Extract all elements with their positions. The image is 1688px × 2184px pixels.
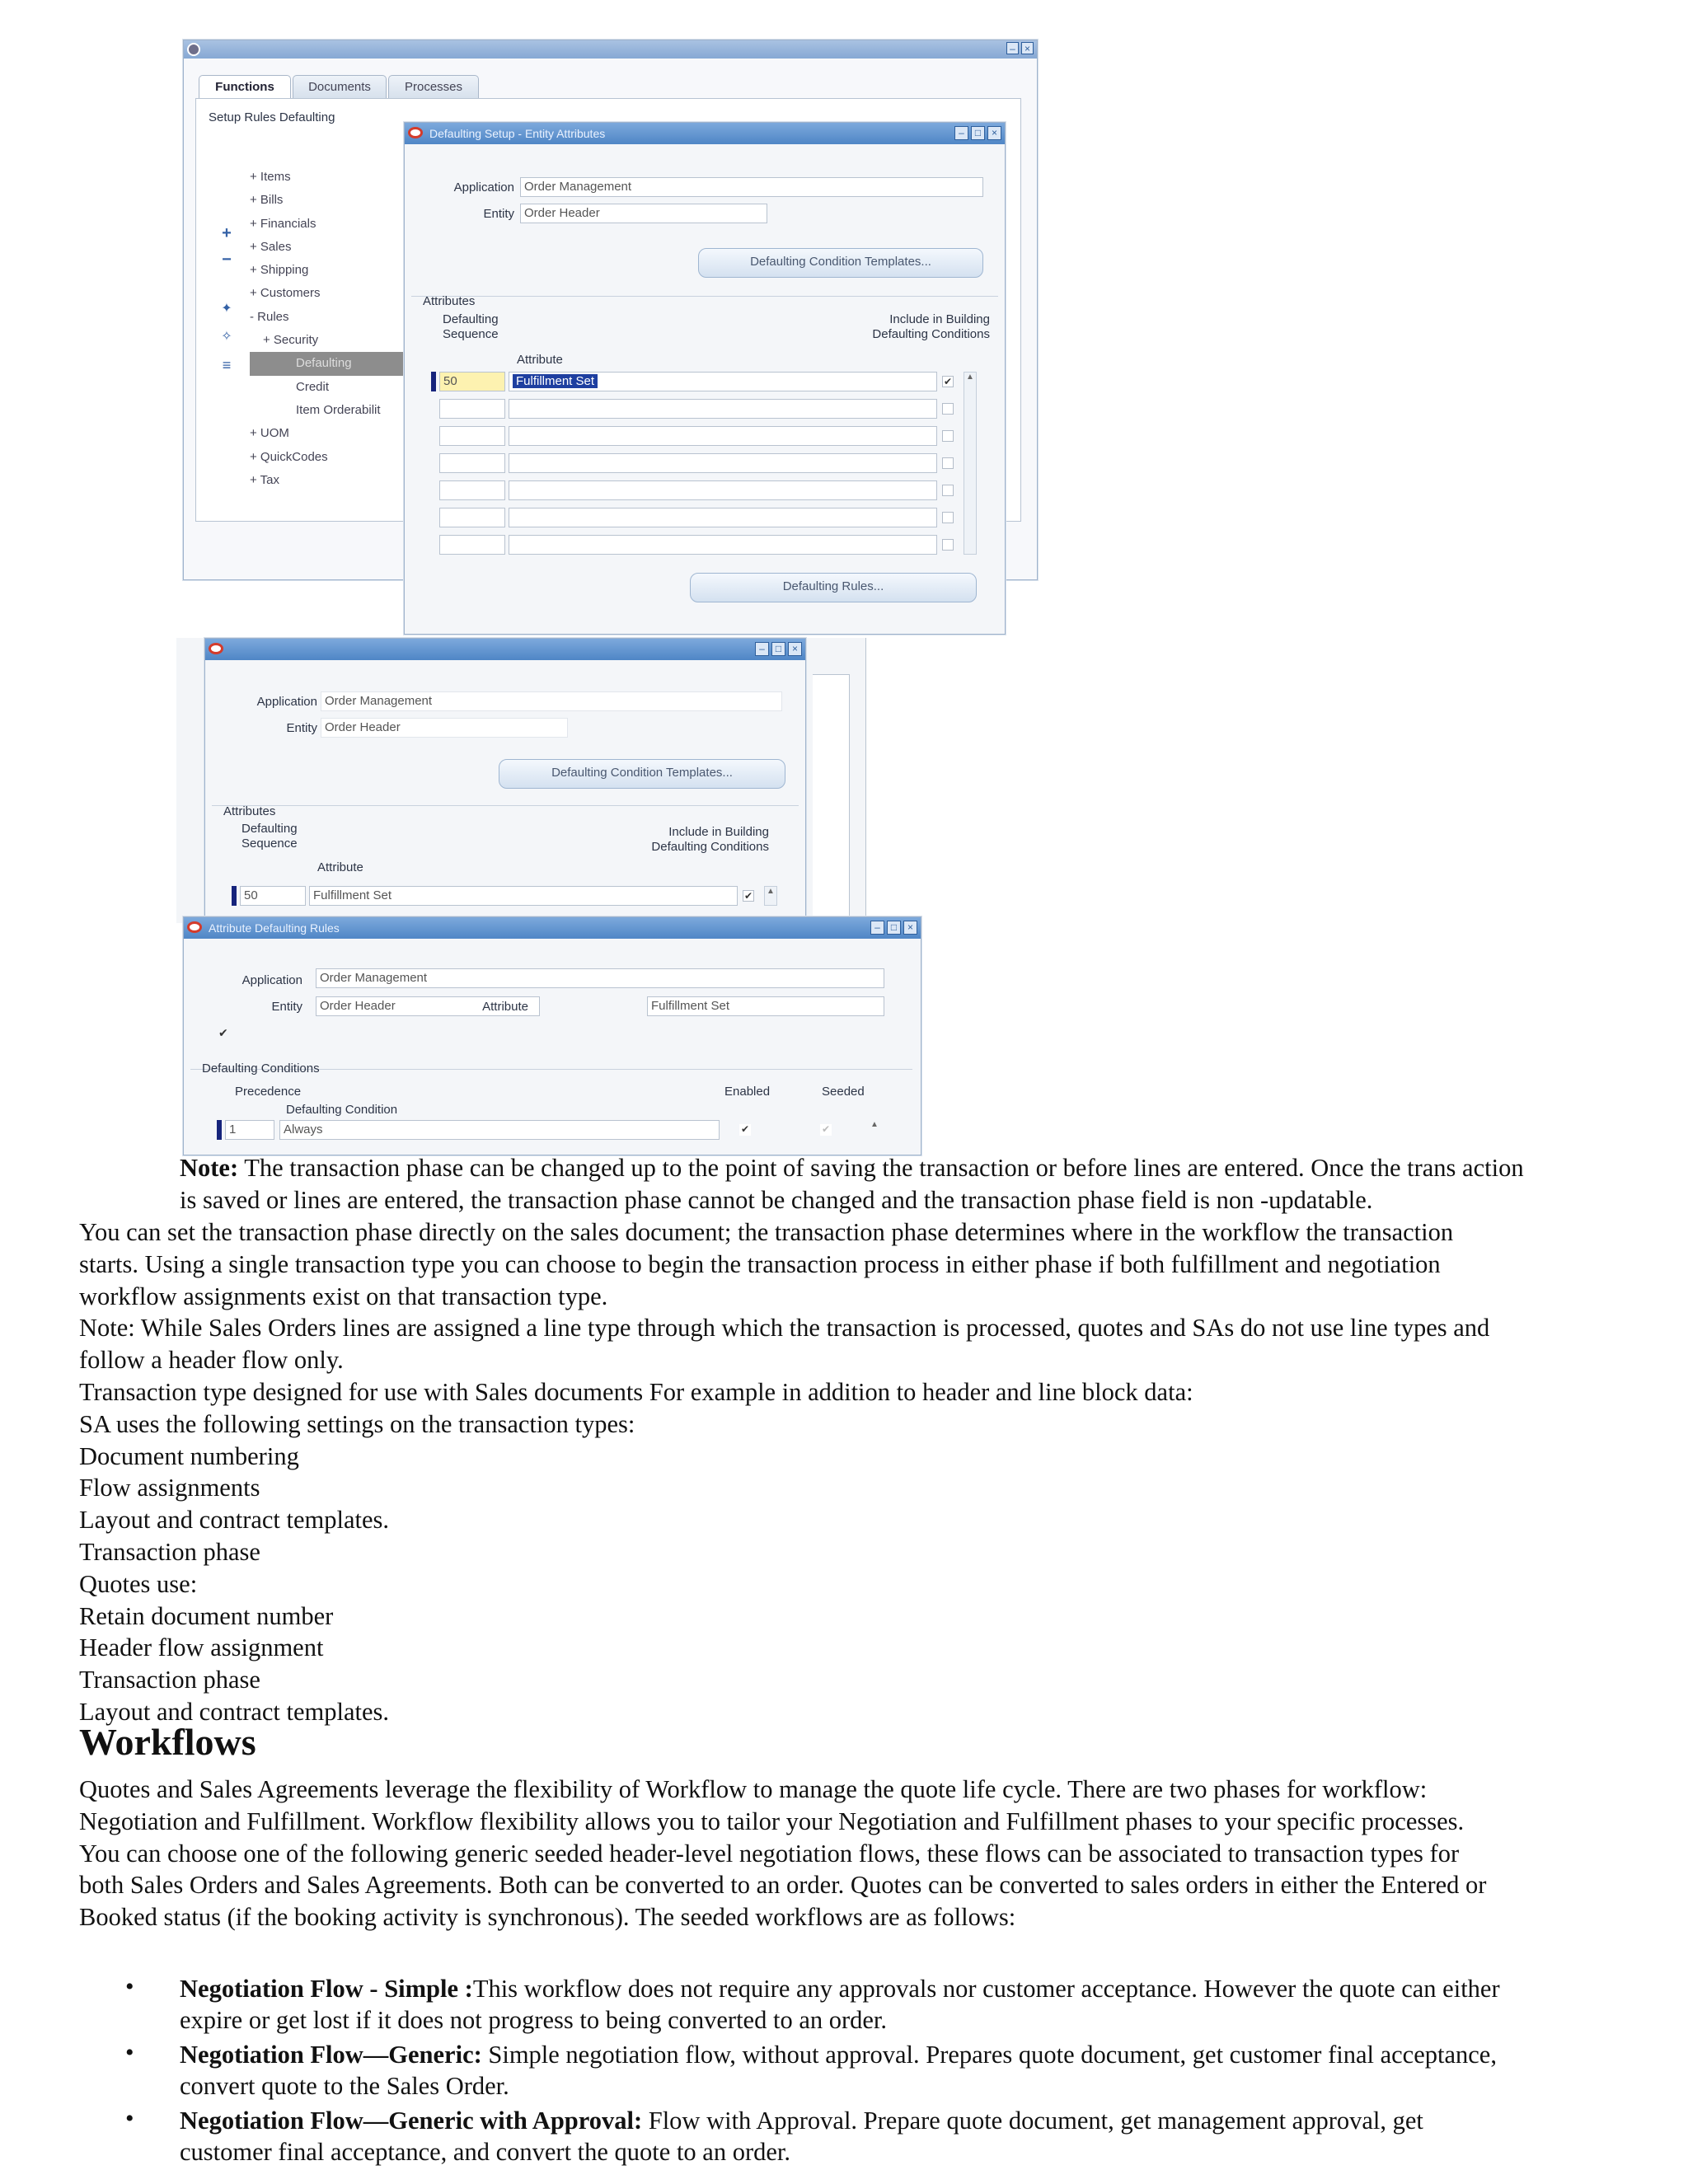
tree-item[interactable]: + Shipping [250,263,309,278]
body-line: Layout and contract templates. [79,1698,390,1726]
precedence-field[interactable]: 1 [225,1120,274,1140]
tree-item[interactable]: + Sales [250,239,292,254]
include-checkbox[interactable]: ✔ [743,890,753,902]
col-defaulting-sequence: Defaulting Sequence [241,822,298,851]
col-precedence: Precedence [235,1085,302,1099]
defaulting-conditions-label: Defaulting Conditions [202,1062,320,1076]
attribute-field[interactable]: Fulfillment Set [309,886,738,906]
body-line: You can set the transaction phase directly on the sales document; the transaction phase determines where in the workflow the transaction [79,1218,1454,1246]
defaulting-condition-templates-button[interactable]: Defaulting Condition Templates... [499,759,785,789]
tree-item[interactable]: + QuickCodes [250,449,328,464]
current-row-indicator [232,886,237,906]
entity-field[interactable]: Order Header [321,718,568,738]
enabled-checkbox[interactable]: ✔ [740,1123,750,1135]
application-field[interactable]: Order Management [520,177,983,197]
scroll-up-icon[interactable]: ▲ [870,1120,879,1129]
body-line: workflow assignments exist on that transaction type. [79,1282,608,1310]
sequence-field[interactable]: 50 [439,372,505,391]
workflows-line: Negotiation and Fulfillment. Workflow flexibility allows you to tailor your Negotiation and Fulfillment phases to your specific processes. [79,1807,1465,1835]
dialog-title: Defaulting Setup - Entity Attributes [429,127,606,140]
bullet-title: Negotiation Flow—Generic: [180,2041,482,2069]
attribute-field[interactable]: Fulfillment Set [509,372,937,391]
col-attribute: Attribute [517,353,563,367]
navigator-titlebar[interactable] [184,40,1037,59]
body-line: Note: While Sales Orders lines are assigned a line type through which the transaction is processed, quotes and SAs do not use line types and [79,1314,1490,1343]
record-checkmark-icon: ✔ [218,1026,228,1039]
divider [411,296,998,297]
dialog-titlebar[interactable] [405,123,1005,144]
body-line: Retain document number [79,1601,334,1630]
col-attribute: Attribute [317,860,363,874]
rules-dialog-titlebar[interactable] [184,917,921,939]
attribute-field[interactable] [509,535,937,555]
attribute-field[interactable] [509,426,937,446]
sequence-field[interactable] [439,426,505,446]
bullet-text: Flow with Approval. Prepare quote document, get management approval, get [642,2107,1423,2135]
function-tree [250,166,423,492]
minimize-icon[interactable]: – [870,921,884,935]
note-line-1 [180,1152,1524,1184]
application-label: Application [256,695,317,709]
expand-branch-icon[interactable]: ✦ [221,302,232,316]
collapse-icon[interactable]: − [222,251,232,269]
application-field[interactable]: Order Management [316,968,884,988]
minimize-icon[interactable]: – [1006,42,1019,54]
tree-item[interactable]: + Financials [250,216,316,231]
bullet-icon: • [125,1973,134,2000]
attributes-label: Attributes [223,804,276,818]
sequence-field[interactable]: 50 [240,886,306,906]
body-line: Header flow assignment [79,1633,324,1662]
attribute-field[interactable] [509,480,937,500]
include-checkbox[interactable] [942,403,954,415]
bullet-text: Simple negotiation flow, without approval. Prepares quote document, get customer final acceptance, [481,2041,1497,2069]
bullet-icon: • [125,2105,134,2132]
oracle-logo-icon [408,127,423,138]
close-icon[interactable]: × [903,921,917,935]
bullet-icon: • [125,2039,134,2066]
tree-item[interactable]: Item Orderabilit [296,402,381,417]
navigator-tabs [199,75,545,98]
defaulting-condition-field[interactable]: Always [279,1120,720,1140]
workflows-line: Booked status (if the booking activity is synchronous). The seeded workflows are as follows: [79,1903,1016,1932]
entity-field[interactable]: Order Header [520,204,767,223]
defaulting-rules-button[interactable]: Defaulting Rules... [690,573,977,602]
col-include-building: Include in Building Defaulting Conditions [872,312,990,341]
application-field[interactable]: Order Management [321,691,782,711]
application-label: Application [453,180,514,194]
scroll-up-icon[interactable]: ▲ [764,886,777,906]
bullet-item [180,2105,1423,2137]
collapse-all-icon[interactable]: ≡ [222,357,232,373]
workflows-line: Quotes and Sales Agreements leverage the flexibility of Workflow to manage the quote life cycle. There are two phases for workflow: [79,1775,1428,1803]
attribute-defaulting-rules-dialog [183,916,921,1155]
seeded-checkbox[interactable]: ✔ [821,1123,831,1135]
sequence-field[interactable] [439,480,505,500]
tab-processes[interactable]: Processes [388,75,479,99]
tree-item[interactable]: - Rules [250,309,289,324]
bullet-title: Negotiation Flow—Generic with Approval: [180,2107,643,2135]
minimize-icon[interactable]: – [755,642,769,656]
bullet-text-continued: convert quote to the Sales Order. [180,2072,509,2100]
navigator-logo-icon [187,43,200,56]
tree-item-selected[interactable]: Defaulting [250,352,423,375]
current-row-indicator [217,1120,222,1140]
body-line: Transaction phase [79,1666,260,1694]
body-line: Document numbering [79,1441,299,1470]
attribute-label: Attribute [482,1000,528,1014]
body-line: Transaction type designed for use with Sales documents For example in addition to header and line block data: [79,1378,1193,1406]
include-checkbox[interactable] [942,430,954,442]
entity-field[interactable]: Order Header [316,996,540,1016]
maximize-icon[interactable]: □ [887,921,901,935]
expand-icon[interactable]: + [222,224,232,242]
workflows-line: You can choose one of the following generic seeded header-level negotiation flows, these flows can be associated to transaction types for [79,1839,1460,1868]
entity-label: Entity [483,207,514,221]
section-heading-workflows: Workflows [79,1721,256,1763]
maximize-icon[interactable]: □ [971,126,985,140]
sequence-field[interactable] [439,453,505,473]
tree-item[interactable]: + Bills [250,193,284,208]
include-checkbox[interactable] [942,512,954,523]
tab-documents[interactable]: Documents [293,75,387,99]
sequence-field[interactable] [439,399,505,419]
application-label: Application [241,973,302,987]
tree-item[interactable]: + Items [250,170,291,184]
note-text-1: The transaction phase can be changed up to the point of saving the transaction or before lines are entered. Once the trans action [238,1154,1524,1182]
current-row-indicator [431,372,436,391]
bullet-text-continued: customer final acceptance, and convert the quote to an order. [180,2138,790,2166]
attribute-field[interactable] [509,399,937,419]
attributes-label: Attributes [423,294,476,308]
body-line: SA uses the following settings on the transaction types: [79,1409,635,1438]
entity-label: Entity [271,1000,302,1014]
body-line: Layout and contract templates. [79,1506,390,1535]
bullet-text: This workflow does not require any approvals nor customer acceptance. However the quote can either [472,1975,1500,2003]
sequence-field[interactable] [439,508,505,527]
expand-all-icon[interactable]: ✧ [221,330,232,344]
include-checkbox[interactable]: ✔ [943,376,953,387]
bullet-title: Negotiation Flow - Simple : [180,1975,473,2003]
col-defaulting-condition: Defaulting Condition [286,1103,398,1117]
bullet-item [180,1973,1500,2005]
attribute-field[interactable] [509,453,937,473]
close-icon[interactable]: × [987,126,1001,140]
body-line: Quotes use: [79,1569,198,1598]
include-checkbox[interactable] [942,539,954,551]
rules-dialog-title: Attribute Defaulting Rules [209,921,340,935]
attribute-field[interactable] [509,508,937,527]
workflows-line: both Sales Orders and Sales Agreements. Both can be converted to an order. Quotes can be converted to sales orders in either the Entered or [79,1871,1487,1900]
tree-item[interactable]: + Tax [250,472,279,487]
close-icon[interactable]: × [1021,42,1034,54]
defaulting-setup-dialog [404,122,1006,635]
tree-item[interactable]: + Security [263,333,319,348]
oracle-logo-icon [209,643,223,654]
minimize-icon[interactable]: – [954,126,968,140]
background-panel-edge [813,674,850,923]
body-line: Transaction phase [79,1538,260,1566]
tab-functions[interactable]: Functions [199,75,291,99]
body-line: follow a header flow only. [79,1346,344,1375]
divider [212,805,799,806]
tree-item[interactable]: + UOM [250,426,289,441]
body-line: starts. Using a single transaction type you can choose to begin the transaction process in either phase if both fulfillment and negotiation [79,1249,1441,1278]
sequence-field[interactable] [439,535,505,555]
entity-label: Entity [286,721,317,735]
include-checkbox[interactable] [942,485,954,496]
attributes-scrollbar[interactable]: ▲ [964,372,977,555]
col-include-building: Include in Building Defaulting Conditions [651,825,769,854]
entity-attributes-dialog [204,638,806,925]
close-icon[interactable]: × [788,642,802,656]
note-label: Note: [180,1154,239,1182]
defaulting-condition-templates-button[interactable]: Defaulting Condition Templates... [698,248,983,278]
oracle-logo-icon [187,921,202,933]
note-line-2: is saved or lines are entered, the transaction phase cannot be changed and the transaction phase field is non -updatable. [180,1186,1373,1214]
dialog-titlebar[interactable] [205,639,805,660]
maximize-icon[interactable]: □ [771,642,785,656]
col-seeded: Seeded [822,1085,865,1099]
tree-item[interactable]: + Customers [250,286,321,301]
body-line: Flow assignments [79,1474,260,1502]
col-defaulting-sequence: Defaulting Sequence [443,312,499,341]
attribute-field[interactable]: Fulfillment Set [647,996,884,1016]
tree-title: Setup Rules Defaulting [209,110,335,124]
col-enabled: Enabled [724,1085,771,1099]
bullet-text-continued: expire or get lost if it does not progress to being converted to an order. [180,2006,888,2034]
bullet-item [180,2039,1497,2071]
tree-item[interactable]: Credit [296,379,330,394]
include-checkbox[interactable] [942,457,954,469]
